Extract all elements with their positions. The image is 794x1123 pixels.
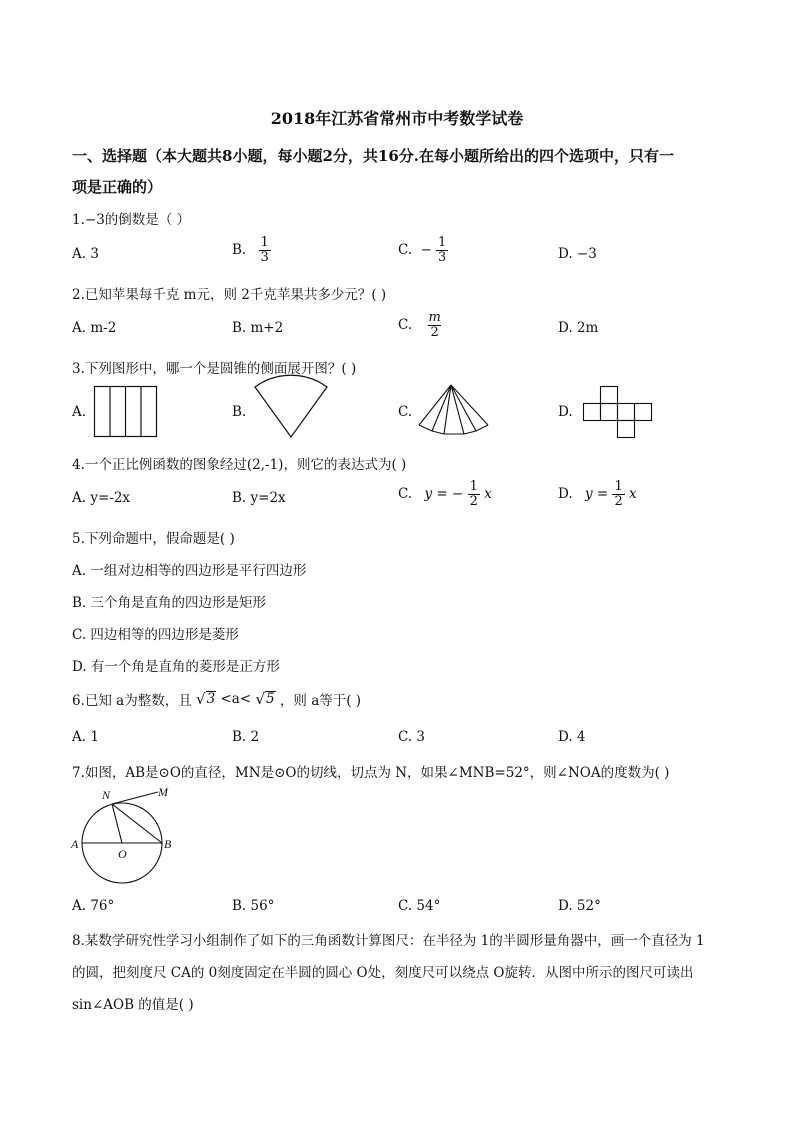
page-title: 2018年江苏省常州市中考数学试卷	[270, 109, 524, 128]
label-b: B	[164, 837, 172, 851]
q3-figure-c-pyramid	[418, 384, 490, 436]
q8-stem-line1: 8.某数学研究性学习小组制作了如下的三角函数计算图尺：在半径为 1的半圆形量角器中，画一个直径为 1	[72, 933, 705, 949]
q4-option-c: C. y = − $\frac{1}{2}$ x	[398, 479, 492, 509]
label-a: A	[71, 837, 79, 851]
q1-option-c: C. − $\frac{1}{3}$	[398, 235, 447, 265]
q2-option-b: B. m+2	[232, 320, 284, 336]
q6-sqrt-5: √ 5	[255, 689, 275, 708]
q3-option-d-label: D.	[558, 404, 573, 420]
section-heading-line2: 项是正确的）	[72, 178, 163, 196]
q2-option-d: D. 2m	[558, 320, 599, 336]
segment-nb	[112, 804, 162, 843]
q3-option-b-label: B.	[232, 404, 247, 420]
q8-stem-line3: sin∠AOB 的值是( )	[72, 997, 194, 1013]
q3-figure-d-net	[583, 386, 653, 438]
q1-stem: 1.−3的倒数是（ ）	[72, 212, 191, 228]
q3-stem: 3.下列图形中，哪一个是圆锥的侧面展开图？( )	[72, 361, 357, 377]
q7-option-c: C. 54°	[398, 898, 441, 914]
q6-option-b: B. 2	[232, 729, 260, 745]
q7-option-a: A. 76°	[72, 898, 115, 914]
label-m: M	[158, 785, 168, 799]
q5-option-b: B. 三个角是直角的四边形是矩形	[72, 595, 267, 611]
q5-stem: 5.下列命题中，假命题是( )	[72, 531, 235, 547]
label-o: O	[118, 847, 127, 861]
q6-option-a: A. 1	[72, 729, 99, 745]
q6-sqrt-3: √ 3	[196, 689, 216, 708]
tangent-mn	[112, 792, 158, 804]
section-heading-line1: 一、选择题（本大题共8小题，每小题2分，共16分.在每小题所给出的四个选项中，只有一	[72, 147, 674, 165]
q7-option-b: B. 56°	[232, 898, 275, 914]
q4-stem: 4.一个正比例函数的图象经过(2,-1)，则它的表达式为( )	[72, 457, 407, 473]
q8-stem-line2: 的圆，把刻度尺 CA的 0刻度固定在半圆的圆心 O处，刻度尺可以绕点 O旋转．从图中所示的图尺可读出	[72, 965, 694, 981]
q7-stem: 7.如图，AB是⊙O的直径，MN是⊙O的切线，切点为 N，如果∠MNB=52°，则∠NOA的度数为( )	[72, 765, 670, 781]
q4-option-b: B. y=2x	[232, 490, 286, 506]
q1-option-b: B. $\frac{1}{3}$	[232, 235, 269, 265]
q4-option-a: A. y=-2x	[72, 490, 131, 506]
q2-stem: 2.已知苹果每千克 m元，则 2千克苹果共多少元？( )	[72, 287, 387, 303]
q6-option-d: D. 4	[558, 729, 586, 745]
q1-option-a: A. 3	[72, 246, 99, 262]
q6-option-c: C. 3	[398, 729, 426, 745]
q5-option-a: A. 一组对边相等的四边形是平行四边形	[72, 563, 307, 579]
q2-option-c: C. $\frac{m}{2}$	[398, 310, 441, 340]
q3-option-a-label: A.	[72, 404, 87, 420]
q7-option-d: D. 52°	[558, 898, 601, 914]
q3-option-c-label: C.	[398, 404, 413, 420]
q2-option-a: A. m-2	[72, 320, 117, 336]
q3-figure-b-sector	[254, 386, 328, 438]
q1-option-d: D. −3	[558, 246, 597, 262]
segment-no	[112, 804, 122, 843]
q3-figure-a-strips	[94, 386, 158, 438]
q5-option-c: C. 四边相等的四边形是菱形	[72, 627, 239, 643]
q7-circle-figure	[66, 782, 186, 890]
q5-option-d: D. 有一个角是直角的菱形是正方形	[72, 659, 280, 675]
q4-option-d: D. y = $\frac{1}{2}$ x	[558, 479, 637, 509]
q6-stem: 6.已知 a为整数，且 √ 3 <a< √ 5 ，则 a等于( )	[72, 689, 362, 709]
label-n: N	[102, 788, 111, 802]
